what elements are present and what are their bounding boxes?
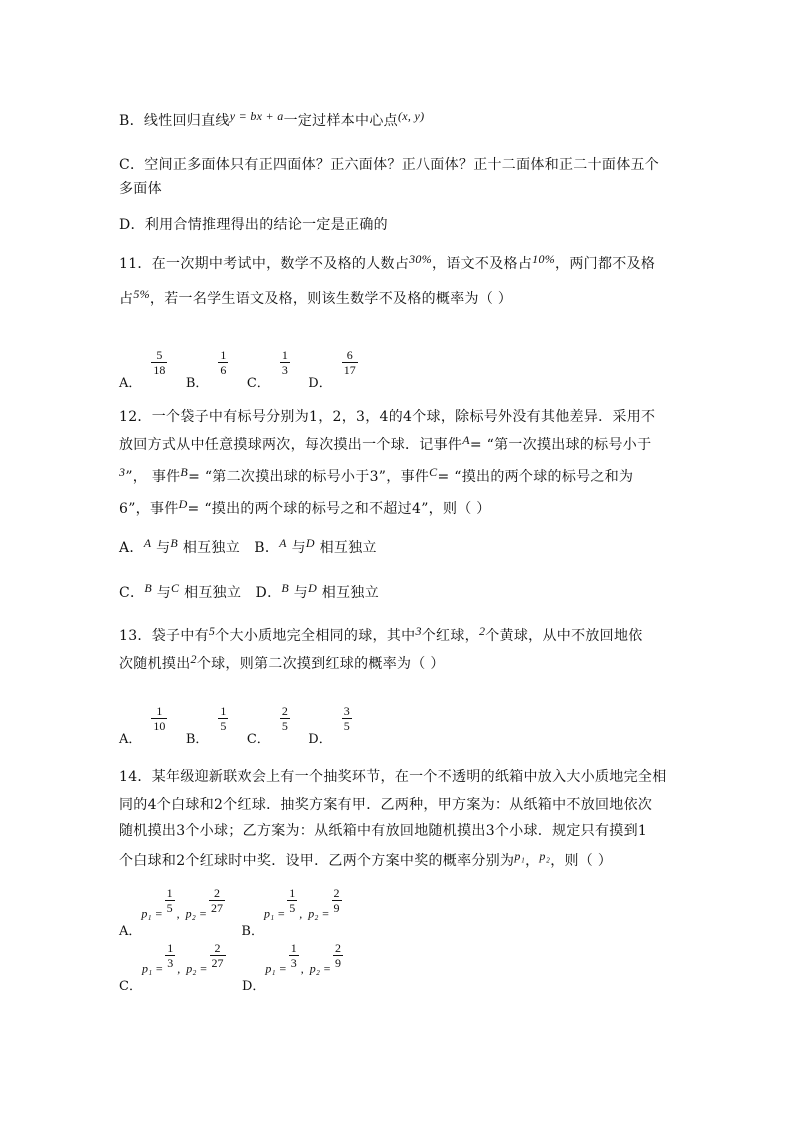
numerator: 1 [220, 348, 227, 362]
q13-option-b[interactable] [185, 704, 229, 747]
variable: A [279, 536, 287, 550]
q14-options-ab [119, 886, 358, 939]
fraction [151, 704, 167, 733]
q11-option-c[interactable] [246, 348, 290, 391]
option-label: B． [185, 732, 209, 747]
text: 个黄球，从中不放回地依 [485, 628, 643, 644]
event-a: A [462, 433, 470, 447]
event-b: B [180, 465, 189, 479]
q12-line-4 [119, 498, 491, 518]
q14-line-4 [119, 850, 612, 870]
q12-line-1: 12．一个袋子中有标号分别为1，2，3，4的4个球，除标号外没有其他差异．采用不 [119, 409, 656, 425]
numerator: 3 [343, 704, 350, 718]
q13-options [119, 704, 366, 747]
numerator: 1 [290, 941, 297, 955]
denominator: 27 [210, 901, 223, 915]
fraction [280, 704, 290, 733]
formula: p₁ = $\frac{1}{5}$ , p₂ = $\frac{2}{9}$ [263, 886, 340, 921]
formula: p₁ = $\frac{1}{3}$ , p₂ = $\frac{2}{27}$ [141, 941, 224, 976]
q14-option-c[interactable] [119, 941, 228, 994]
text: 次随机摸出 [119, 656, 191, 672]
text: 11．在一次期中考试中，数学不及格的人数占 [119, 256, 410, 272]
q13-option-a[interactable] [119, 704, 167, 747]
p2-eq: p₂ = [308, 906, 330, 921]
q14-line-2: 同的4个白球和2个红球．抽奖方案有甲．乙两种，甲方案为：从纸箱中不放回地依次 [119, 797, 653, 813]
numerator: 6 [346, 348, 353, 362]
numerator: 5 [156, 348, 163, 362]
q11-option-d[interactable] [308, 348, 357, 391]
denominator: 17 [343, 363, 356, 377]
sample-center-point: (x, y) [397, 109, 425, 123]
text: ，两门都不及格 [555, 256, 656, 272]
q11-line-1 [119, 253, 655, 273]
text: ，语文不及格占 [432, 256, 533, 272]
formula: p₁ = $\frac{1}{3}$ , p₂ = $\frac{2}{9}$ [265, 941, 341, 976]
denominator: 5 [220, 719, 227, 733]
fraction [218, 348, 228, 377]
text: 占 [119, 291, 134, 307]
option-c-line-1: C．空间正多面体只有正四面体？正六面体？正八面体？正十二面体和正二十面体五个 [119, 157, 660, 173]
denominator: 27 [211, 956, 224, 970]
text: 个红球， [421, 628, 479, 644]
numerator: 1 [166, 886, 173, 900]
denominator: 9 [334, 956, 341, 970]
numerator: 2 [213, 886, 220, 900]
numerator: 1 [167, 941, 174, 955]
q14-option-d[interactable] [241, 941, 345, 994]
p1-eq: p₁ = [265, 961, 287, 976]
q13-line-1 [119, 625, 643, 645]
variable: B [281, 581, 290, 595]
q11-line-2 [119, 288, 512, 308]
variable: C [171, 581, 180, 595]
denominator: 10 [153, 719, 166, 733]
text: 个白球和2个红球时中奖．设甲．乙两个方案中奖的概率分别为 [119, 853, 515, 869]
option-d: D．利用合情推理得出的结论一定是正确的 [119, 217, 388, 233]
option-label: A． [119, 732, 142, 747]
text: = “摸出的两个球的标号之和不超过4”，则（ ） [187, 501, 491, 517]
fraction [210, 941, 226, 970]
text: ，若一名学生语文及格，则该生数学不及格的概率为（ ） [149, 291, 513, 307]
denominator: 3 [290, 956, 297, 970]
q11-option-a[interactable] [119, 348, 167, 391]
text: = “摸出的两个球的标号之和为 [437, 469, 634, 485]
text: 与 [286, 540, 306, 556]
variable: D [305, 536, 315, 550]
text: 一定过样本中心点 [283, 113, 398, 129]
denominator: 5 [289, 901, 296, 915]
option-label: D． [308, 732, 332, 747]
option-label: A． [119, 376, 142, 391]
variable: A [143, 536, 152, 550]
text: 相互独立 [317, 585, 379, 601]
text: 相互独立 [178, 540, 241, 556]
q12-option-d[interactable] [255, 581, 379, 601]
fraction [287, 886, 297, 915]
fraction [289, 941, 299, 970]
event-d: D [178, 497, 188, 511]
fraction [342, 704, 352, 733]
denominator: 5 [166, 901, 173, 915]
option-label: C． [119, 585, 145, 601]
text: 与 [151, 585, 172, 601]
option-label: B． [254, 540, 280, 556]
text: ， [525, 853, 540, 869]
denominator: 9 [333, 901, 340, 915]
denominator: 5 [281, 719, 288, 733]
text: 6”，事件 [119, 501, 179, 517]
numerator: 2 [334, 941, 341, 955]
q13-option-d[interactable] [308, 704, 351, 747]
fraction [209, 886, 225, 915]
fraction [151, 348, 167, 377]
q14-option-b[interactable] [241, 886, 343, 939]
text: B．线性回归直线 [119, 113, 230, 129]
text: ，则（ ） [550, 853, 613, 869]
fraction [280, 348, 290, 377]
p2-eq: p₂ = [185, 906, 207, 921]
percent: 10% [532, 252, 556, 266]
numerator: 2 [281, 704, 288, 718]
option-label: C． [246, 376, 270, 391]
option-label: B． [241, 924, 264, 939]
q14-line-1: 14．某年级迎新联欢会上有一个抽奖环节，在一个不透明的纸箱中放入大小质地完全相 [119, 769, 667, 785]
variable: D [308, 581, 318, 595]
q12-options-cd [119, 582, 379, 602]
denominator: 3 [281, 363, 288, 377]
fraction [342, 348, 358, 377]
number: 5 [208, 624, 216, 638]
numerator: 1 [289, 886, 296, 900]
fraction [333, 941, 343, 970]
p2-eq: p₂ = [309, 961, 331, 976]
text: 与 [289, 585, 309, 601]
numerator: 2 [333, 886, 340, 900]
option-label: A． [119, 540, 144, 556]
text: 13．袋子中有 [119, 628, 209, 644]
q14-options-cd [119, 941, 359, 994]
text: 个大小质地完全相同的球，其中 [215, 628, 416, 644]
text: 个球，则第二次摸到红球的概率为（ ） [196, 656, 445, 672]
formula: p₁ = $\frac{1}{5}$ , p₂ = $\frac{2}{27}$ [141, 886, 223, 921]
denominator: 18 [153, 363, 166, 377]
option-label: D． [308, 376, 332, 391]
denominator: 6 [220, 363, 227, 377]
q12-line-3 [119, 466, 633, 486]
option-label: D． [241, 979, 266, 994]
p2-eq: p₂ = [186, 961, 208, 976]
q12-line-2 [119, 434, 651, 454]
q13-option-c[interactable] [246, 704, 290, 747]
text: 相互独立 [314, 540, 377, 556]
number: 3 [415, 624, 422, 638]
number: 2 [478, 624, 486, 638]
number: 3 [119, 465, 126, 479]
p1-eq: p₁ = [141, 961, 164, 976]
text: = “第一次摸出球的标号小于 [469, 437, 652, 453]
numerator: 1 [156, 704, 163, 718]
q14-line-3: 随机摸出3个小球；乙方案为：从纸箱中有放回地随机摸出3个小球．规定只有摸到1 [119, 823, 648, 839]
denominator: 5 [343, 719, 350, 733]
q11-option-b[interactable] [185, 348, 229, 391]
option-b-regression [119, 110, 424, 130]
option-label: B． [185, 376, 209, 391]
text: ”， 事件 [125, 469, 181, 485]
q12-option-a[interactable] [119, 536, 241, 556]
option-label: A． [119, 924, 142, 939]
q12-option-c[interactable] [119, 581, 242, 601]
percent: 30% [409, 252, 433, 266]
p1-eq: p₁ = [263, 906, 286, 921]
option-label: C． [119, 979, 142, 994]
percent: 5% [133, 287, 150, 301]
fraction [165, 886, 175, 915]
p2-symbol: p₂ [539, 849, 551, 863]
numerator: 1 [220, 704, 227, 718]
option-label: D． [255, 585, 282, 601]
text: 放回方式从中任意摸球两次，每次摸出一个球．记事件 [119, 437, 463, 453]
text: 相互独立 [179, 585, 242, 601]
fraction [165, 941, 175, 970]
option-c-line-2: 多面体 [119, 181, 162, 197]
numerator: 2 [214, 941, 221, 955]
variable: B [170, 536, 179, 550]
regression-formula: y = bx + a [229, 109, 284, 123]
q14-option-a[interactable] [119, 886, 227, 939]
variable: B [144, 581, 152, 595]
q12-option-b[interactable] [254, 536, 377, 556]
fraction [218, 704, 228, 733]
q13-line-2 [119, 653, 445, 673]
option-label: C． [246, 732, 270, 747]
number: 2 [190, 652, 197, 666]
p1-eq: p₁ = [141, 906, 163, 921]
p1-symbol: p₁ [514, 849, 526, 863]
fraction [332, 886, 342, 915]
q11-options [119, 348, 372, 391]
numerator: 1 [281, 348, 288, 362]
text: 与 [151, 540, 171, 556]
text: = “第二次摸出球的标号小于3”，事件 [188, 469, 430, 485]
event-c: C [429, 465, 438, 479]
q12-options-ab [119, 537, 377, 557]
denominator: 3 [167, 956, 174, 970]
